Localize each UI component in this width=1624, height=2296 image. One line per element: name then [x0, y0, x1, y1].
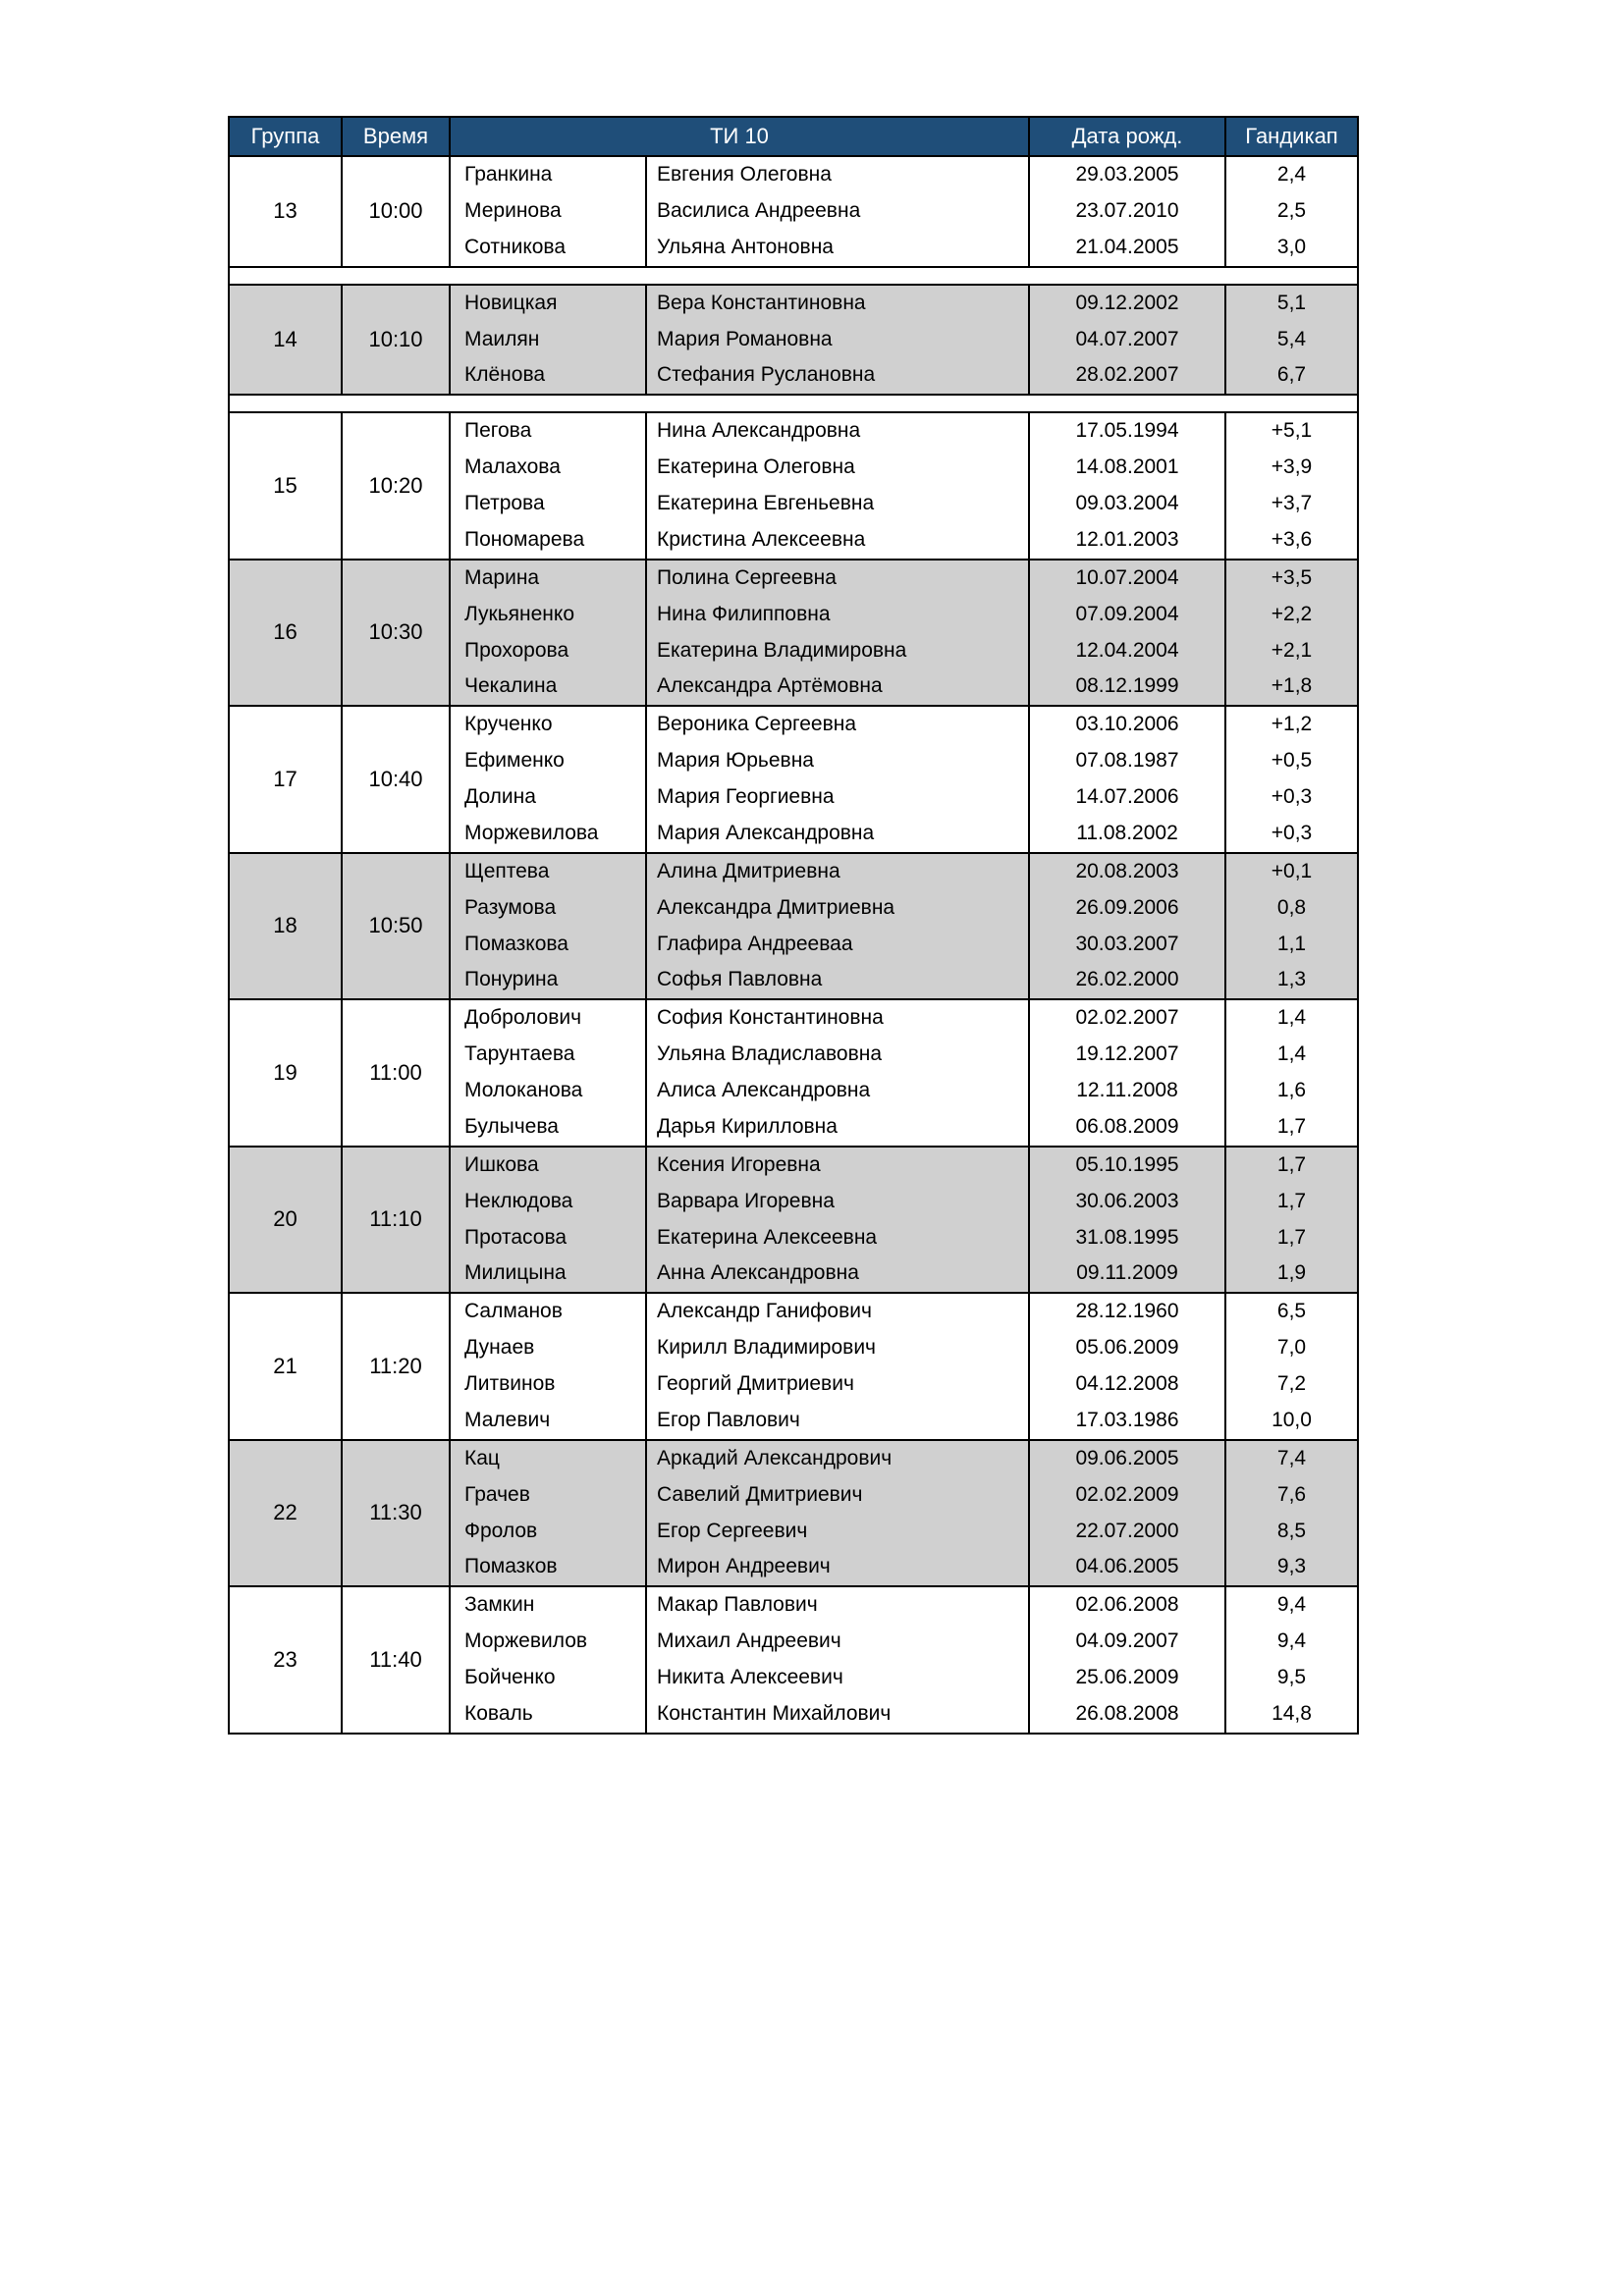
table-body: [229, 156, 1358, 1734]
cell-date-of-birth: 09.03.2004: [1029, 486, 1225, 522]
cell-last-name: Лукьяненко: [450, 597, 646, 633]
cell-date-of-birth: 29.03.2005: [1029, 156, 1225, 193]
cell-first-name: Екатерина Алексеевна: [646, 1220, 1029, 1256]
cell-handicap: 7,2: [1225, 1366, 1358, 1403]
cell-last-name: Ефименко: [450, 743, 646, 779]
cell-handicap: +0,1: [1225, 853, 1358, 890]
cell-group-number: 17: [229, 706, 342, 853]
header-title: ТИ 10: [450, 117, 1029, 156]
cell-date-of-birth: 17.05.1994: [1029, 412, 1225, 450]
header-group: Группа: [229, 117, 342, 156]
cell-last-name: Кац: [450, 1440, 646, 1477]
cell-last-name: Милицына: [450, 1255, 646, 1293]
group-spacer-cell: [229, 395, 1358, 412]
group-spacer: [229, 395, 1358, 412]
cell-last-name: Малевич: [450, 1403, 646, 1440]
cell-date-of-birth: 05.06.2009: [1029, 1330, 1225, 1366]
cell-last-name: Гранкина: [450, 156, 646, 193]
cell-handicap: +0,3: [1225, 779, 1358, 816]
cell-first-name: Ульяна Владиславовна: [646, 1037, 1029, 1073]
cell-last-name: Протасова: [450, 1220, 646, 1256]
table-row: [229, 999, 1358, 1037]
cell-first-name: Екатерина Евгеньевна: [646, 486, 1029, 522]
cell-last-name: Булычева: [450, 1109, 646, 1147]
cell-last-name: Грачев: [450, 1477, 646, 1514]
cell-first-name: Александра Артёмовна: [646, 668, 1029, 706]
cell-handicap: +0,5: [1225, 743, 1358, 779]
cell-first-name: Егор Сергеевич: [646, 1514, 1029, 1550]
cell-handicap: +5,1: [1225, 412, 1358, 450]
cell-first-name: Евгения Олеговна: [646, 156, 1029, 193]
cell-last-name: Малахова: [450, 450, 646, 486]
cell-date-of-birth: 14.07.2006: [1029, 779, 1225, 816]
cell-handicap: +1,8: [1225, 668, 1358, 706]
cell-handicap: 10,0: [1225, 1403, 1358, 1440]
cell-first-name: Кристина Алексеевна: [646, 522, 1029, 560]
cell-first-name: Глафира Андрееваа: [646, 927, 1029, 963]
cell-last-name: Литвинов: [450, 1366, 646, 1403]
header-dob: Дата рожд.: [1029, 117, 1225, 156]
cell-handicap: 5,4: [1225, 322, 1358, 358]
cell-first-name: Стефания Руслановна: [646, 357, 1029, 395]
cell-handicap: +3,7: [1225, 486, 1358, 522]
cell-handicap: 1,4: [1225, 1037, 1358, 1073]
cell-group-number: 14: [229, 285, 342, 396]
cell-handicap: 1,4: [1225, 999, 1358, 1037]
cell-tee-time: 10:20: [342, 412, 450, 560]
cell-last-name: Фролов: [450, 1514, 646, 1550]
cell-first-name: Кирилл Владимирович: [646, 1330, 1029, 1366]
table-row: [229, 156, 1358, 193]
cell-last-name: Бойченко: [450, 1660, 646, 1696]
cell-date-of-birth: 05.10.1995: [1029, 1147, 1225, 1184]
cell-last-name: Клёнова: [450, 357, 646, 395]
cell-handicap: 9,4: [1225, 1586, 1358, 1624]
cell-date-of-birth: 12.11.2008: [1029, 1073, 1225, 1109]
table-row: [229, 1293, 1358, 1330]
cell-handicap: 9,3: [1225, 1549, 1358, 1586]
cell-handicap: 14,8: [1225, 1696, 1358, 1734]
cell-date-of-birth: 26.09.2006: [1029, 890, 1225, 927]
cell-last-name: Крученко: [450, 706, 646, 743]
header-row: [229, 117, 1358, 156]
cell-date-of-birth: 26.02.2000: [1029, 962, 1225, 999]
cell-date-of-birth: 04.06.2005: [1029, 1549, 1225, 1586]
cell-first-name: Василиса Андреевна: [646, 193, 1029, 230]
cell-date-of-birth: 19.12.2007: [1029, 1037, 1225, 1073]
cell-last-name: Прохорова: [450, 633, 646, 669]
cell-tee-time: 10:00: [342, 156, 450, 267]
cell-date-of-birth: 30.03.2007: [1029, 927, 1225, 963]
cell-first-name: Мария Александровна: [646, 816, 1029, 853]
cell-handicap: +1,2: [1225, 706, 1358, 743]
cell-date-of-birth: 04.07.2007: [1029, 322, 1225, 358]
cell-handicap: 5,1: [1225, 285, 1358, 322]
cell-first-name: Мария Юрьевна: [646, 743, 1029, 779]
cell-handicap: +3,9: [1225, 450, 1358, 486]
cell-date-of-birth: 03.10.2006: [1029, 706, 1225, 743]
cell-tee-time: 11:10: [342, 1147, 450, 1294]
cell-tee-time: 11:40: [342, 1586, 450, 1734]
cell-handicap: 9,4: [1225, 1624, 1358, 1660]
cell-tee-time: 10:30: [342, 560, 450, 707]
cell-handicap: 1,7: [1225, 1109, 1358, 1147]
cell-last-name: Чекалина: [450, 668, 646, 706]
cell-handicap: 1,7: [1225, 1184, 1358, 1220]
cell-handicap: 2,5: [1225, 193, 1358, 230]
header-handicap: Гандикап: [1225, 117, 1358, 156]
cell-last-name: Неклюдова: [450, 1184, 646, 1220]
cell-first-name: София Константиновна: [646, 999, 1029, 1037]
cell-first-name: Александра Дмитриевна: [646, 890, 1029, 927]
cell-date-of-birth: 10.07.2004: [1029, 560, 1225, 597]
cell-date-of-birth: 14.08.2001: [1029, 450, 1225, 486]
cell-first-name: Георгий Дмитриевич: [646, 1366, 1029, 1403]
cell-group-number: 16: [229, 560, 342, 707]
cell-last-name: Моржевилова: [450, 816, 646, 853]
cell-handicap: 1,3: [1225, 962, 1358, 999]
cell-first-name: Алиса Александровна: [646, 1073, 1029, 1109]
cell-group-number: 13: [229, 156, 342, 267]
cell-last-name: Новицкая: [450, 285, 646, 322]
cell-handicap: 0,8: [1225, 890, 1358, 927]
cell-handicap: +3,6: [1225, 522, 1358, 560]
cell-first-name: Ульяна Антоновна: [646, 230, 1029, 267]
cell-first-name: Макар Павлович: [646, 1586, 1029, 1624]
cell-date-of-birth: 26.08.2008: [1029, 1696, 1225, 1734]
cell-date-of-birth: 07.09.2004: [1029, 597, 1225, 633]
cell-tee-time: 11:20: [342, 1293, 450, 1440]
cell-group-number: 19: [229, 999, 342, 1147]
cell-last-name: Марина: [450, 560, 646, 597]
cell-last-name: Щептева: [450, 853, 646, 890]
cell-first-name: Екатерина Олеговна: [646, 450, 1029, 486]
table-row: [229, 285, 1358, 322]
cell-date-of-birth: 31.08.1995: [1029, 1220, 1225, 1256]
cell-handicap: 7,0: [1225, 1330, 1358, 1366]
cell-tee-time: 10:40: [342, 706, 450, 853]
cell-last-name: Помазкова: [450, 927, 646, 963]
startlist-table: [228, 116, 1359, 1735]
group-spacer-cell: [229, 267, 1358, 285]
cell-date-of-birth: 21.04.2005: [1029, 230, 1225, 267]
cell-handicap: 6,7: [1225, 357, 1358, 395]
cell-last-name: Молоканова: [450, 1073, 646, 1109]
cell-first-name: Вера Константиновна: [646, 285, 1029, 322]
header-time: Время: [342, 117, 450, 156]
cell-date-of-birth: 04.09.2007: [1029, 1624, 1225, 1660]
cell-last-name: Сотникова: [450, 230, 646, 267]
cell-handicap: 9,5: [1225, 1660, 1358, 1696]
cell-first-name: Алина Дмитриевна: [646, 853, 1029, 890]
cell-last-name: Пегова: [450, 412, 646, 450]
cell-tee-time: 11:00: [342, 999, 450, 1147]
cell-handicap: 1,1: [1225, 927, 1358, 963]
cell-date-of-birth: 09.11.2009: [1029, 1255, 1225, 1293]
cell-handicap: 1,9: [1225, 1255, 1358, 1293]
cell-last-name: Замкин: [450, 1586, 646, 1624]
cell-handicap: 2,4: [1225, 156, 1358, 193]
cell-first-name: Егор Павлович: [646, 1403, 1029, 1440]
cell-first-name: Мирон Андреевич: [646, 1549, 1029, 1586]
cell-date-of-birth: 28.02.2007: [1029, 357, 1225, 395]
table-header: [229, 117, 1358, 156]
cell-first-name: Анна Александровна: [646, 1255, 1029, 1293]
cell-first-name: Аркадий Александрович: [646, 1440, 1029, 1477]
cell-group-number: 22: [229, 1440, 342, 1587]
cell-first-name: Мария Георгиевна: [646, 779, 1029, 816]
cell-handicap: 1,7: [1225, 1220, 1358, 1256]
cell-handicap: +0,3: [1225, 816, 1358, 853]
cell-handicap: 6,5: [1225, 1293, 1358, 1330]
cell-first-name: Никита Алексеевич: [646, 1660, 1029, 1696]
cell-date-of-birth: 30.06.2003: [1029, 1184, 1225, 1220]
cell-group-number: 15: [229, 412, 342, 560]
cell-group-number: 23: [229, 1586, 342, 1734]
cell-last-name: Помазков: [450, 1549, 646, 1586]
cell-date-of-birth: 12.01.2003: [1029, 522, 1225, 560]
cell-tee-time: 10:10: [342, 285, 450, 396]
cell-group-number: 18: [229, 853, 342, 1000]
cell-last-name: Пономарева: [450, 522, 646, 560]
cell-last-name: Салманов: [450, 1293, 646, 1330]
cell-date-of-birth: 02.02.2007: [1029, 999, 1225, 1037]
cell-handicap: 3,0: [1225, 230, 1358, 267]
cell-first-name: Александр Ганифович: [646, 1293, 1029, 1330]
cell-handicap: +3,5: [1225, 560, 1358, 597]
startlist-sheet: [228, 116, 1357, 1735]
cell-date-of-birth: 22.07.2000: [1029, 1514, 1225, 1550]
cell-date-of-birth: 02.06.2008: [1029, 1586, 1225, 1624]
cell-last-name: Петрова: [450, 486, 646, 522]
cell-first-name: Дарья Кирилловна: [646, 1109, 1029, 1147]
cell-last-name: Долина: [450, 779, 646, 816]
cell-first-name: Нина Александровна: [646, 412, 1029, 450]
cell-date-of-birth: 09.12.2002: [1029, 285, 1225, 322]
table-row: [229, 412, 1358, 450]
cell-first-name: Вероника Сергеевна: [646, 706, 1029, 743]
cell-handicap: 8,5: [1225, 1514, 1358, 1550]
cell-tee-time: 10:50: [342, 853, 450, 1000]
cell-last-name: Тарунтаева: [450, 1037, 646, 1073]
cell-date-of-birth: 12.04.2004: [1029, 633, 1225, 669]
cell-tee-time: 11:30: [342, 1440, 450, 1587]
cell-group-number: 20: [229, 1147, 342, 1294]
cell-date-of-birth: 28.12.1960: [1029, 1293, 1225, 1330]
cell-last-name: Коваль: [450, 1696, 646, 1734]
cell-first-name: Полина Сергеевна: [646, 560, 1029, 597]
cell-last-name: Дунаев: [450, 1330, 646, 1366]
cell-date-of-birth: 11.08.2002: [1029, 816, 1225, 853]
table-row: [229, 706, 1358, 743]
cell-last-name: Ишкова: [450, 1147, 646, 1184]
table-row: [229, 1147, 1358, 1184]
cell-last-name: Моржевилов: [450, 1624, 646, 1660]
group-spacer: [229, 267, 1358, 285]
cell-handicap: 7,4: [1225, 1440, 1358, 1477]
cell-last-name: Меринова: [450, 193, 646, 230]
cell-first-name: Савелий Дмитриевич: [646, 1477, 1029, 1514]
table-row: [229, 1440, 1358, 1477]
table-row: [229, 853, 1358, 890]
cell-date-of-birth: 06.08.2009: [1029, 1109, 1225, 1147]
cell-first-name: Екатерина Владимировна: [646, 633, 1029, 669]
cell-date-of-birth: 08.12.1999: [1029, 668, 1225, 706]
table-row: [229, 1586, 1358, 1624]
cell-last-name: Маилян: [450, 322, 646, 358]
cell-date-of-birth: 02.02.2009: [1029, 1477, 1225, 1514]
cell-handicap: 1,6: [1225, 1073, 1358, 1109]
cell-date-of-birth: 25.06.2009: [1029, 1660, 1225, 1696]
cell-first-name: Ксения Игоревна: [646, 1147, 1029, 1184]
cell-date-of-birth: 09.06.2005: [1029, 1440, 1225, 1477]
cell-handicap: +2,1: [1225, 633, 1358, 669]
cell-handicap: +2,2: [1225, 597, 1358, 633]
cell-first-name: Софья Павловна: [646, 962, 1029, 999]
cell-handicap: 1,7: [1225, 1147, 1358, 1184]
cell-date-of-birth: 17.03.1986: [1029, 1403, 1225, 1440]
cell-first-name: Варвара Игоревна: [646, 1184, 1029, 1220]
cell-handicap: 7,6: [1225, 1477, 1358, 1514]
cell-first-name: Константин Михайлович: [646, 1696, 1029, 1734]
cell-date-of-birth: 20.08.2003: [1029, 853, 1225, 890]
cell-first-name: Нина Филипповна: [646, 597, 1029, 633]
cell-last-name: Добролович: [450, 999, 646, 1037]
cell-date-of-birth: 07.08.1987: [1029, 743, 1225, 779]
cell-group-number: 21: [229, 1293, 342, 1440]
cell-date-of-birth: 04.12.2008: [1029, 1366, 1225, 1403]
cell-date-of-birth: 23.07.2010: [1029, 193, 1225, 230]
cell-last-name: Понурина: [450, 962, 646, 999]
cell-first-name: Михаил Андреевич: [646, 1624, 1029, 1660]
cell-last-name: Разумова: [450, 890, 646, 927]
cell-first-name: Мария Романовна: [646, 322, 1029, 358]
table-row: [229, 560, 1358, 597]
